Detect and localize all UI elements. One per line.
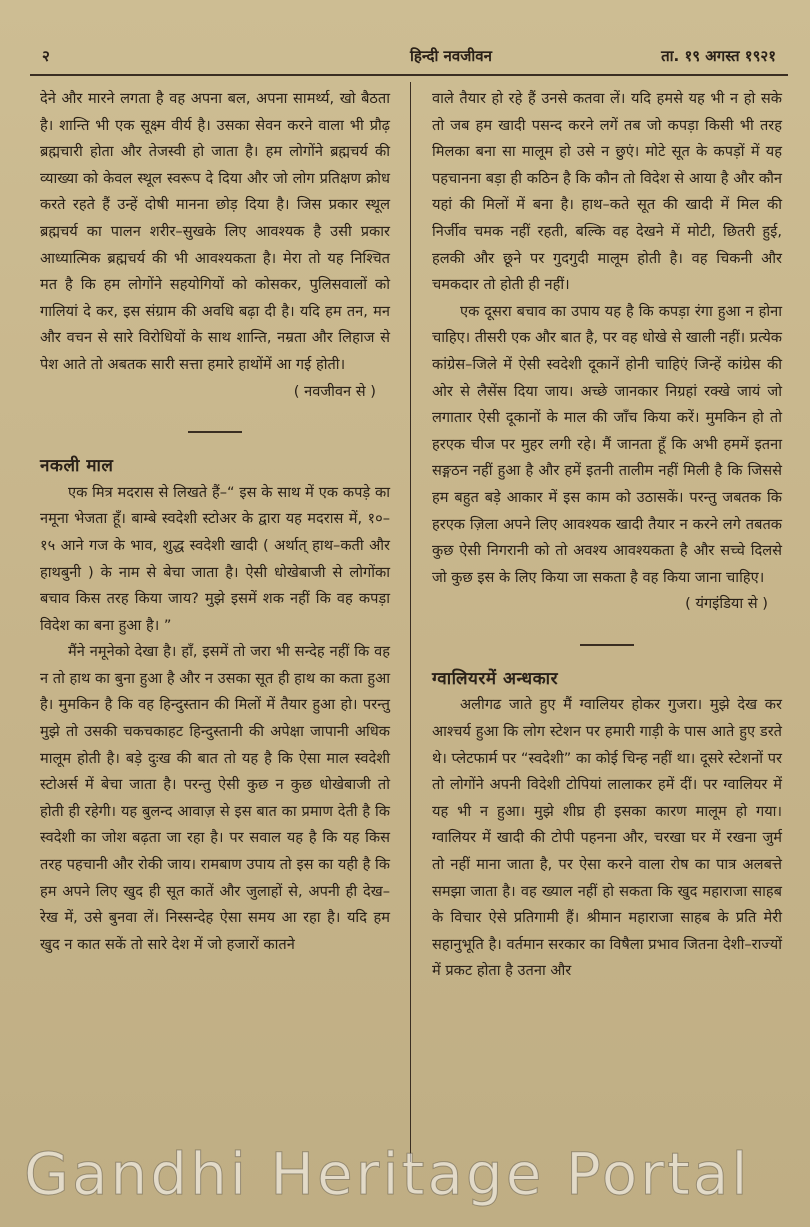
article-paragraph: अलीगढ जाते हुए मैं ग्वालियर होकर गुजरा। मुझे देख कर आश्चर्य हुआ कि लोग स्टेशन पर हमारी गाड़ी के पास आते हुए डरते थे। प्लेटफार्म पर “स्वदेशी” का कोई चिन्ह नहीं था। दूसरे स्टेशनों पर तो लोगोंने अपनी विदेशी टोपियां लालाकर हमें दीं। पर ग्वालियर में यह भी न हुआ। मुझे शीघ्र ही इसका कारण मालूम हो गया। ग्वालियर में खादी की टोपी पहनना और, चरखा घर में रखना जुर्म तो नहीं माना जाता है, पर ऐसा करने वाला रोष का पात्र अलबत्ते समझा जाता है। वह ख्याल नहीं हो सकता कि खुद महाराजा साहब के विचार ऐसे प्रतिगामी हैं। श्रीमान महाराजा साहब के प्रति मेरी सहानुभूति है। वर्तमान सरकार का विषैला प्रभाव जितना देशी–राज्यों में प्रकट होता है उतना और [432, 696, 782, 980]
header-rule [30, 74, 788, 76]
publication-title: हिन्दी नवजीवन [410, 47, 492, 65]
left-column [40, 86, 390, 958]
watermark: Gandhi Heritage Portal [24, 1140, 751, 1208]
intro-source: ( नवजीवन से ) [293, 382, 376, 400]
article-paragraph: एक मित्र मदरास से लिखते हैं–“ इस के साथ में एक कपड़े का नमूना भेजता हूँ। बाम्बे स्वदेशी स्टोअर के द्वारा यह मदरास में, १०–१५ आने गज के भाव, शुद्ध स्वदेशी खादी ( अर्थात् हाथ–कती और हाथबुनी ) के नाम से बेचा जाता है। ऐसी धोखेबाजी से लोगोंका बचाव किस तरह किया जाय? मुझे इसमें शक नहीं कि वह कपड़ा विदेश का बना हुआ है। ” [40, 483, 390, 634]
column-divider [410, 82, 411, 1162]
continuation-paragraph: वाले तैयार हो रहे हैं उनसे कतवा लें। यदि हमसे यह भी न हो सके तो जब हम खादी पसन्द करने लगें तब जो कपड़ा किसी भी तरह मिलका बना सा मालूम हो उसे न छुएं। मोटे सूत के कपड़ों में यह पहचानना बड़ा ही कठिन है कि कौन तो विदेश से आया है और कौन यहां की मिलों में बना है। हाथ–कते सूत की खादी में मिल की निर्जीव चमक नहीं रहती, बल्कि वह देखने में मोटी, छितरी हुई, हलकी और छूने पर गुदगुदी मालूम होती है। वह चिकनी और चमकदार तो होती ही नहीं। [432, 90, 782, 294]
right-column [432, 86, 782, 985]
article-paragraph: एक दूसरा बचाव का उपाय यह है कि कपड़ा रंगा हुआ न होना चाहिए। तीसरी एक और बात है, पर वह धोखे से खाली नहीं। प्रत्येक कांग्रेस–जिले में ऐसी स्वदेशी दूकानें होनी चाहिएं जिन्हें कांग्रेस की ओर से लैसेंस दिया जाय। अच्छे जानकार निग्रहां रक्खे जायं जो लगातार ऐसी दूकानों के माल की जाँच किया करें। मुमकिन हो तो हरएक चीज पर मुहर लगी रहे। मैं जानता हूँ कि अभी हममें इतना सङ्गठन नहीं हुआ है और हमें इतनी तालीम नहीं मिली है कि जिससे हम बहुत बड़े आकार में इस काम को उठासकें। परन्तु जबतक कि हरएक ज़िला अपने लिए आवश्यक खादी तैयार न करने लगे तबतक कुछ ऐसी निगरानी को तो अवश्य आवश्यकता है और सच्चे दिलसे जो कुछ इस के लिए किया जा सकता है वह किया जाना चाहिए। [432, 302, 782, 586]
article-paragraph: मैंने नमूनेको देखा है। हाँ, इसमें तो जरा भी सन्देह नहीं कि वह न तो हाथ का बुना हुआ है और न उसका सूत ही हाथ का कता हुआ है। मुमकिन है कि वह हिन्दुस्तान की मिलों में तैयार हुआ हो। परन्तु मुझे तो उसकी चकचकाहट हिन्दुस्तानी की अपेक्षा जापानी अधिक मालूम होती है। बड़े दुःख की बात तो यह है कि ऐसा माल स्वदेशी स्टोअर्स में बेचा जाता है। परन्तु ऐसी कुछ न कुछ धोखेबाजी तो होती ही रहेगी। यह बुलन्द आवाज़ से इस बात का प्रमाण देती है कि स्वदेशी का जोश बढ़ता जा रहा है। पर सवाल यह है कि यह किस तरह पहचानी और रोकी जाय। रामबाण उपाय तो इस का यही है कि हम अपने लिए खुद ही सूत कातें और जुलाहों से, अपनी ही देख–रेख में, उसे बुनवा लें। निस्सन्देह ऐसा समय आ रहा है। यदि हम खुद न कात सकें तो सारे देश में जो हजारों कातने [40, 643, 390, 953]
article-heading-nakli-maal: नकली माल [40, 456, 114, 477]
section-separator [188, 431, 242, 433]
page-header [30, 40, 790, 74]
page-number: २ [42, 47, 50, 65]
article-source: ( यंगइंडिया से ) [685, 595, 768, 613]
intro-paragraph: देने और मारने लगता है वह अपना बल, अपना सामर्थ्य, खो बैठता है। शान्ति भी एक सूक्ष्म वीर्य है। उसका सेवन करने वाला भी प्रौढ़ ब्रह्मचारी होता और तेजस्वी हो जाता है। हम लोगोंने ब्रह्मचर्य की व्याख्या को केवल स्थूल स्वरूप दे दिया और जो लोग प्रतिक्षण क्रोध करते रहते हैं उन्हें दोषी मानना छोड़ दिया है। जिस प्रकार स्थूल ब्रह्मचर्य का पालन शरीर–सुखके लिए आवश्यक है उसी प्रकार आध्यात्मिक ब्रह्मचर्य की भी आवश्यकता है। मेरा तो यह निश्चित मत है कि हम लोगोंने सहयोगियों को कोसकर, पुलिसवालों को गालियां दे कर, इस संग्राम की अवधि बढ़ा दी है। यदि हम तन, मन और वचन से सारे विरोधियों के साथ शान्ति, नम्रता और लिहाज से पेश आते तो अबतक सारी सत्ता हमारे हाथोंमें आ गई होती। [40, 90, 390, 373]
section-separator [580, 644, 634, 646]
article-heading-gwalior: ग्वालियरमें अन्धकार [432, 668, 559, 689]
issue-date: ता. १९ अगस्त १९२१ [661, 47, 776, 65]
